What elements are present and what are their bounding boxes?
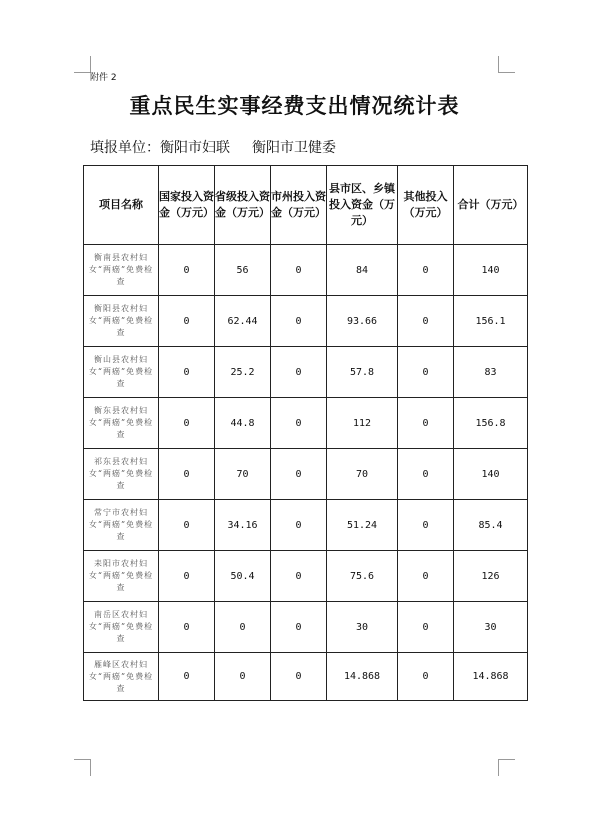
cell-other: 0 [398,602,454,653]
cell-total: 156.1 [454,296,528,347]
cell-county: 84 [327,245,398,296]
cell-project-name: 雁峰区农村妇女“两癌”免费检查 [84,653,159,701]
cell-city: 0 [271,245,327,296]
header-city: 市州投入资金（万元） [271,166,327,245]
table-row [84,245,528,296]
reporting-unit-2: 衡阳市卫健委 [252,140,336,156]
table-row [84,296,528,347]
cell-city: 0 [271,398,327,449]
cell-other: 0 [398,653,454,701]
cell-county: 93.66 [327,296,398,347]
cell-county: 57.8 [327,347,398,398]
header-county: 县市区、乡镇投入资金（万元） [327,166,398,245]
cell-total: 156.8 [454,398,528,449]
cell-city: 0 [271,347,327,398]
cell-provincial: 62.44 [215,296,271,347]
table-row [84,653,528,701]
cell-national: 0 [159,296,215,347]
cell-provincial: 56 [215,245,271,296]
cell-city: 0 [271,653,327,701]
table-row [84,551,528,602]
crop-mark-top-left [74,56,91,73]
cell-provincial: 70 [215,449,271,500]
cell-national: 0 [159,245,215,296]
cell-other: 0 [398,296,454,347]
table-header-row [84,166,528,245]
cell-city: 0 [271,296,327,347]
cell-national: 0 [159,653,215,701]
cell-project-name: 衡东县农村妇女“两癌”免费检查 [84,398,159,449]
cell-other: 0 [398,449,454,500]
cell-provincial: 44.8 [215,398,271,449]
cell-county: 14.868 [327,653,398,701]
cell-national: 0 [159,449,215,500]
cell-other: 0 [398,551,454,602]
header-project-name: 项目名称 [84,166,159,245]
cell-national: 0 [159,551,215,602]
cell-project-name: 常宁市农村妇女“两癌”免费检查 [84,500,159,551]
cell-project-name: 衡山县农村妇女“两癌”免费检查 [84,347,159,398]
cell-provincial: 25.2 [215,347,271,398]
cell-national: 0 [159,500,215,551]
reporting-unit-prefix: 填报单位： [90,140,160,156]
expenditure-table [83,165,528,701]
cell-total: 140 [454,449,528,500]
cell-total: 85.4 [454,500,528,551]
reporting-unit-1: 衡阳市妇联 [160,140,230,156]
cell-project-name: 衡阳县农村妇女“两癌”免费检查 [84,296,159,347]
table-row [84,398,528,449]
crop-mark-bottom-left [74,759,91,776]
cell-national: 0 [159,398,215,449]
crop-mark-bottom-right [498,759,515,776]
cell-provincial: 34.16 [215,500,271,551]
cell-other: 0 [398,398,454,449]
cell-national: 0 [159,602,215,653]
table-row [84,449,528,500]
table-row [84,347,528,398]
document-title: 重点民生实事经费支出情况统计表 [129,93,460,118]
cell-total: 83 [454,347,528,398]
crop-mark-top-right [498,56,515,73]
cell-other: 0 [398,245,454,296]
cell-project-name: 衡南县农村妇女“两癌”免费检查 [84,245,159,296]
cell-other: 0 [398,347,454,398]
cell-total: 126 [454,551,528,602]
cell-county: 70 [327,449,398,500]
cell-city: 0 [271,449,327,500]
cell-national: 0 [159,347,215,398]
cell-county: 112 [327,398,398,449]
cell-total: 14.868 [454,653,528,701]
header-total: 合计（万元） [454,166,528,245]
table-row [84,500,528,551]
header-provincial: 省级投入资金（万元） [215,166,271,245]
cell-project-name: 祁东县农村妇女“两癌”免费检查 [84,449,159,500]
header-other: 其他投入（万元） [398,166,454,245]
cell-other: 0 [398,500,454,551]
table-row [84,602,528,653]
cell-county: 75.6 [327,551,398,602]
reporting-unit [90,137,336,157]
attachment-label: 附件 2 [90,73,117,83]
cell-city: 0 [271,500,327,551]
cell-provincial: 0 [215,653,271,701]
cell-total: 140 [454,245,528,296]
cell-city: 0 [271,602,327,653]
cell-total: 30 [454,602,528,653]
cell-county: 51.24 [327,500,398,551]
cell-project-name: 南岳区农村妇女“两癌”免费检查 [84,602,159,653]
cell-project-name: 耒阳市农村妇女“两癌”免费检查 [84,551,159,602]
cell-county: 30 [327,602,398,653]
cell-provincial: 0 [215,602,271,653]
header-national: 国家投入资金（万元） [159,166,215,245]
cell-provincial: 50.4 [215,551,271,602]
cell-city: 0 [271,551,327,602]
